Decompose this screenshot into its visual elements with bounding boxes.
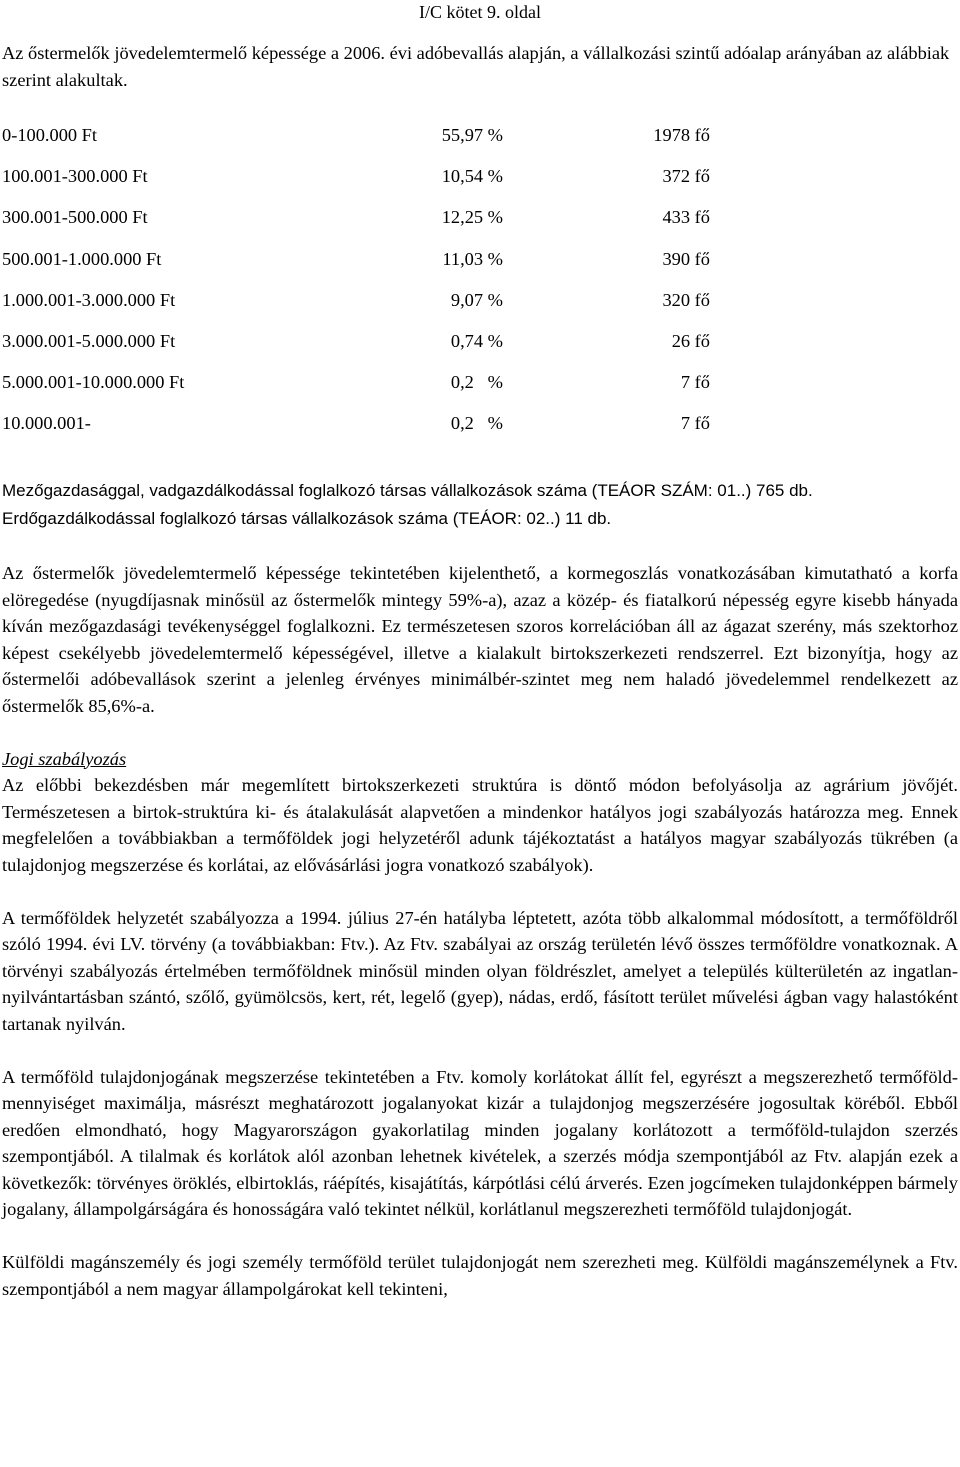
- table-row: [0, 122, 960, 163]
- table-row: [0, 410, 960, 451]
- income-range: 500.001-1.000.000 Ft: [2, 248, 162, 269]
- person-count: 1978 fő: [653, 125, 710, 145]
- percent-value: 0,74 %: [450, 330, 503, 351]
- percent-value: 11,03 %: [442, 248, 503, 269]
- person-count: 26 fő: [671, 330, 710, 351]
- body-text: [2, 560, 958, 1302]
- table-row: [0, 204, 960, 245]
- income-range: 3.000.001-5.000.000 Ft: [2, 330, 176, 351]
- income-range: 100.001-300.000 Ft: [2, 166, 148, 187]
- companies-note: Mezőgazdasággal, vadgazdálkodással foglalkozó társas vállalkozások száma (TEÁOR SZÁM: 01..) 765 db. Erdőgazdálkodással foglalkozó társas vállalkozások száma (TEÁOR: 02..) 11 db.: [2, 481, 813, 528]
- percent-value: 0,2 %: [450, 413, 503, 434]
- person-count: 372 fő: [662, 166, 710, 187]
- intro-paragraph: Az őstermelők jövedelemtermelő képessége a 2006. évi adóbevallás alapján, a vállalkozási szintű adóalap arányában az alábbiak szerint alakultak.: [2, 43, 950, 90]
- income-range: 5.000.001-10.000.000 Ft: [2, 372, 185, 393]
- percent-value: 10,54 %: [441, 166, 503, 187]
- person-count: 7 fő: [680, 413, 710, 434]
- income-range: 0-100.000 Ft: [2, 125, 98, 145]
- person-count: 320 fő: [662, 289, 710, 310]
- foreign-paragraph: Külföldi magánszemély és jogi személy termőföld terület tulajdonjogát nem szerezheti meg. Külföldi magánszemélynek a Ftv. szempontjából a nem magyar állampolgárokat kell tekinteni,: [2, 1252, 958, 1299]
- table-row: [0, 163, 960, 204]
- percent-value: 12,25 %: [441, 207, 503, 228]
- legal-paragraph: Az előbbi bekezdésben már megemlített birtokszerkezeti struktúra is döntő módon befolyásolja az agrárium jövőjét. Természetesen a birtok-struktúra ki- és átalakulását alapvetően a mindenkor hatályos jogi szabályozás határozza meg. Ennek megfelelően a továbbiakban a termőföldek jogi helyzetéről adunk tájékoztatást a hatályos magyar szabályozás tükrében (a tulajdonjog megszerzése és korlátai, az elővásárlási jogra vonatkozó szabályok).: [2, 775, 958, 875]
- person-count: 7 fő: [680, 372, 710, 393]
- table-row: [0, 369, 960, 410]
- person-count: 433 fő: [662, 207, 710, 228]
- income-range: 1.000.001-3.000.000 Ft: [2, 289, 176, 310]
- table-row: [0, 287, 960, 328]
- age-paragraph: Az őstermelők jövedelemtermelő képessége tekintetében kijelenthető, a kormegoszlás vonatkozásában kimutatható a korfa elöregedése (nyugdíjasnak minősül az őstermelők mintegy 59%-a), azaz a közép- és fiatalkorú népesség egyre kisebb hányada kíván mezőgazdasági tevékenységgel foglalkozni. Ez természetesen szoros korrelációban áll az ágazat szerény, más szektorhoz képest csekélyebb jövedelemtermelő képességével, illetve a kialakult birtokszerkezeti rendszerrel. Ezt bizonyítja, hogy az őstermelői adóbevallások szerint a jelenleg érvényes minimálbér-szintet meg nem haladó jövedelemmel rendelkezett az őstermelők 85,6%-a.: [2, 563, 958, 716]
- table-row: [0, 328, 960, 369]
- page-header: I/C kötet 9. oldal: [419, 2, 541, 22]
- section-heading: Jogi szabályozás: [2, 748, 127, 769]
- ownership-paragraph: A termőföld tulajdonjogának megszerzése tekintetében a Ftv. komoly korlátokat állít fel, egyrészt a megszerezhető termőföld-mennyiséget maximálja, másrészt meghatározott jogalanyokat kizár a tulajdonjog megszerzésére jogosultak köréből. Ebből eredően elmondható, hogy Magyarországon gyakorlatilag minden jogalany korlátozott a termőföld-tulajdon szerzés szempontjából. A tilalmak és korlátok alól azonban lehetnek kivételek, a szerzés módja szempontjából az Ftv. alapján ezek a következők: törvényes öröklés, elbirtoklás, ráépítés, kisajátítás, kárpótlási célú árverés. Ezen jogcímeken tulajdonképpen bármely jogalany, állampolgárságára és honosságára való tekintet nélkül, korlátlanul megszerezheti termőföld tulajdonjogát.: [2, 1066, 958, 1220]
- ftv-paragraph: A termőföldek helyzetét szabályozza a 1994. július 27-én hatályba léptetett, azóta több alkalommal módosított, a termőföldről szóló 1994. évi LV. törvény (a továbbiakban: Ftv.). Az Ftv. szabályai az ország területén lévő összes termőföldre vonatkoznak. A törvényi szabályozás értelmében termőföldnek minősül minden olyan földrészlet, amelyet a település külterületén az ingatlan-nyilvántartásban szántó, szőlő, gyümölcsös, kert, rét, legelő (gyep), nádas, erdő, fásított terület művelési ágban vagy halastóként tartanak nyilván.: [2, 907, 958, 1034]
- percent-value: 9,07 %: [450, 289, 503, 310]
- person-count: 390 fő: [662, 248, 710, 269]
- percent-value: 55,97 %: [441, 125, 503, 145]
- income-distribution-table: [0, 122, 960, 452]
- income-range: 10.000.001-: [2, 413, 91, 434]
- percent-value: 0,2 %: [450, 372, 503, 393]
- table-row: [0, 246, 960, 287]
- income-range: 300.001-500.000 Ft: [2, 207, 148, 228]
